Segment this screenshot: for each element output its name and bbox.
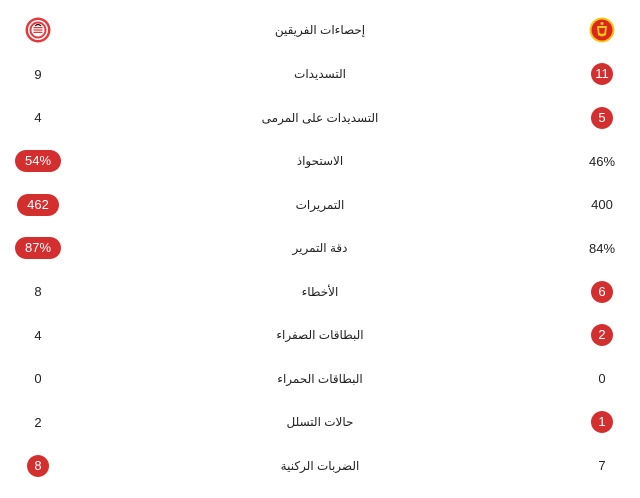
right-team-value: 6 (591, 281, 613, 303)
stat-label-cell (120, 402, 520, 442)
left-team-value: 87% (15, 237, 61, 259)
left-team-value: 9 (34, 66, 42, 82)
stat-row (0, 446, 640, 486)
stat-label: الاستحواذ (296, 154, 344, 168)
left-value-cell (0, 141, 76, 181)
stat-row (0, 272, 640, 312)
right-value-cell (564, 272, 640, 312)
left-value-cell (0, 402, 76, 442)
stat-label: البطاقات الحمراء (277, 371, 363, 386)
right-value-cell (564, 402, 640, 442)
left-team-value: 54% (15, 150, 61, 172)
right-team-value: 0 (598, 371, 606, 386)
right-team-value: 11 (591, 63, 613, 85)
stat-label: الضربات الركنية (280, 458, 360, 473)
stats-title-cell (120, 10, 520, 50)
left-team-value: 8 (34, 284, 42, 299)
left-team-value: 8 (27, 455, 49, 477)
left-value-cell (0, 315, 76, 355)
stat-label-cell (120, 141, 520, 181)
left-team-value: 4 (34, 110, 42, 125)
stat-label: البطاقات الصفراء (276, 328, 364, 342)
stat-label-cell (120, 98, 520, 138)
left-value-cell (0, 98, 76, 138)
right-team-value: 2 (591, 324, 613, 346)
stat-row (0, 185, 640, 225)
stat-label: التسديدات (294, 67, 346, 81)
right-value-cell (564, 141, 640, 181)
stat-label-cell (120, 272, 520, 312)
left-value-cell (0, 228, 76, 268)
right-value-cell (564, 54, 640, 94)
left-value-cell (0, 54, 76, 94)
left-value-cell (0, 272, 76, 312)
stat-row (0, 98, 640, 138)
stat-row (0, 402, 640, 442)
left-team-value: 4 (34, 327, 42, 343)
stats-title: إحصاءات الفريقين (274, 23, 366, 37)
right-team-value: 84% (588, 240, 616, 256)
right-team-value: 7 (598, 458, 606, 473)
stat-label: الأخطاء (301, 284, 339, 299)
left-team-value: 0 (34, 371, 42, 386)
right-team-value: 400 (591, 197, 613, 212)
stats-header-row (0, 10, 640, 50)
left-team-value: 2 (34, 414, 42, 430)
left-team-logo-cell (0, 10, 76, 50)
right-team-logo-cell (564, 10, 640, 50)
stat-label: دقة التمرير (292, 241, 348, 255)
right-value-cell (564, 315, 640, 355)
stat-label-cell (120, 315, 520, 355)
manchester-united-crest-icon (589, 17, 615, 43)
right-team-value: 5 (591, 107, 613, 129)
stat-label-cell (120, 359, 520, 399)
stat-label-cell (120, 54, 520, 94)
right-value-cell (564, 98, 640, 138)
stat-row (0, 315, 640, 355)
stat-label-cell (120, 446, 520, 486)
stat-label: حالات التسلل (286, 415, 354, 429)
stat-label-cell (120, 185, 520, 225)
right-value-cell (564, 359, 640, 399)
stat-label-cell (120, 228, 520, 268)
stat-row (0, 228, 640, 268)
right-value-cell (564, 185, 640, 225)
right-team-value: 46% (588, 153, 616, 169)
left-value-cell (0, 359, 76, 399)
left-value-cell (0, 446, 76, 486)
stat-row (0, 54, 640, 94)
right-value-cell (564, 228, 640, 268)
left-value-cell (0, 185, 76, 225)
brentford-crest-icon (25, 17, 51, 43)
stat-label: التسديدات على المرمى (261, 110, 379, 125)
stat-row (0, 359, 640, 399)
right-value-cell (564, 446, 640, 486)
right-team-value: 1 (591, 411, 613, 433)
stat-row (0, 141, 640, 181)
left-team-value: 462 (17, 194, 59, 216)
stat-label: التمريرات (295, 197, 345, 212)
